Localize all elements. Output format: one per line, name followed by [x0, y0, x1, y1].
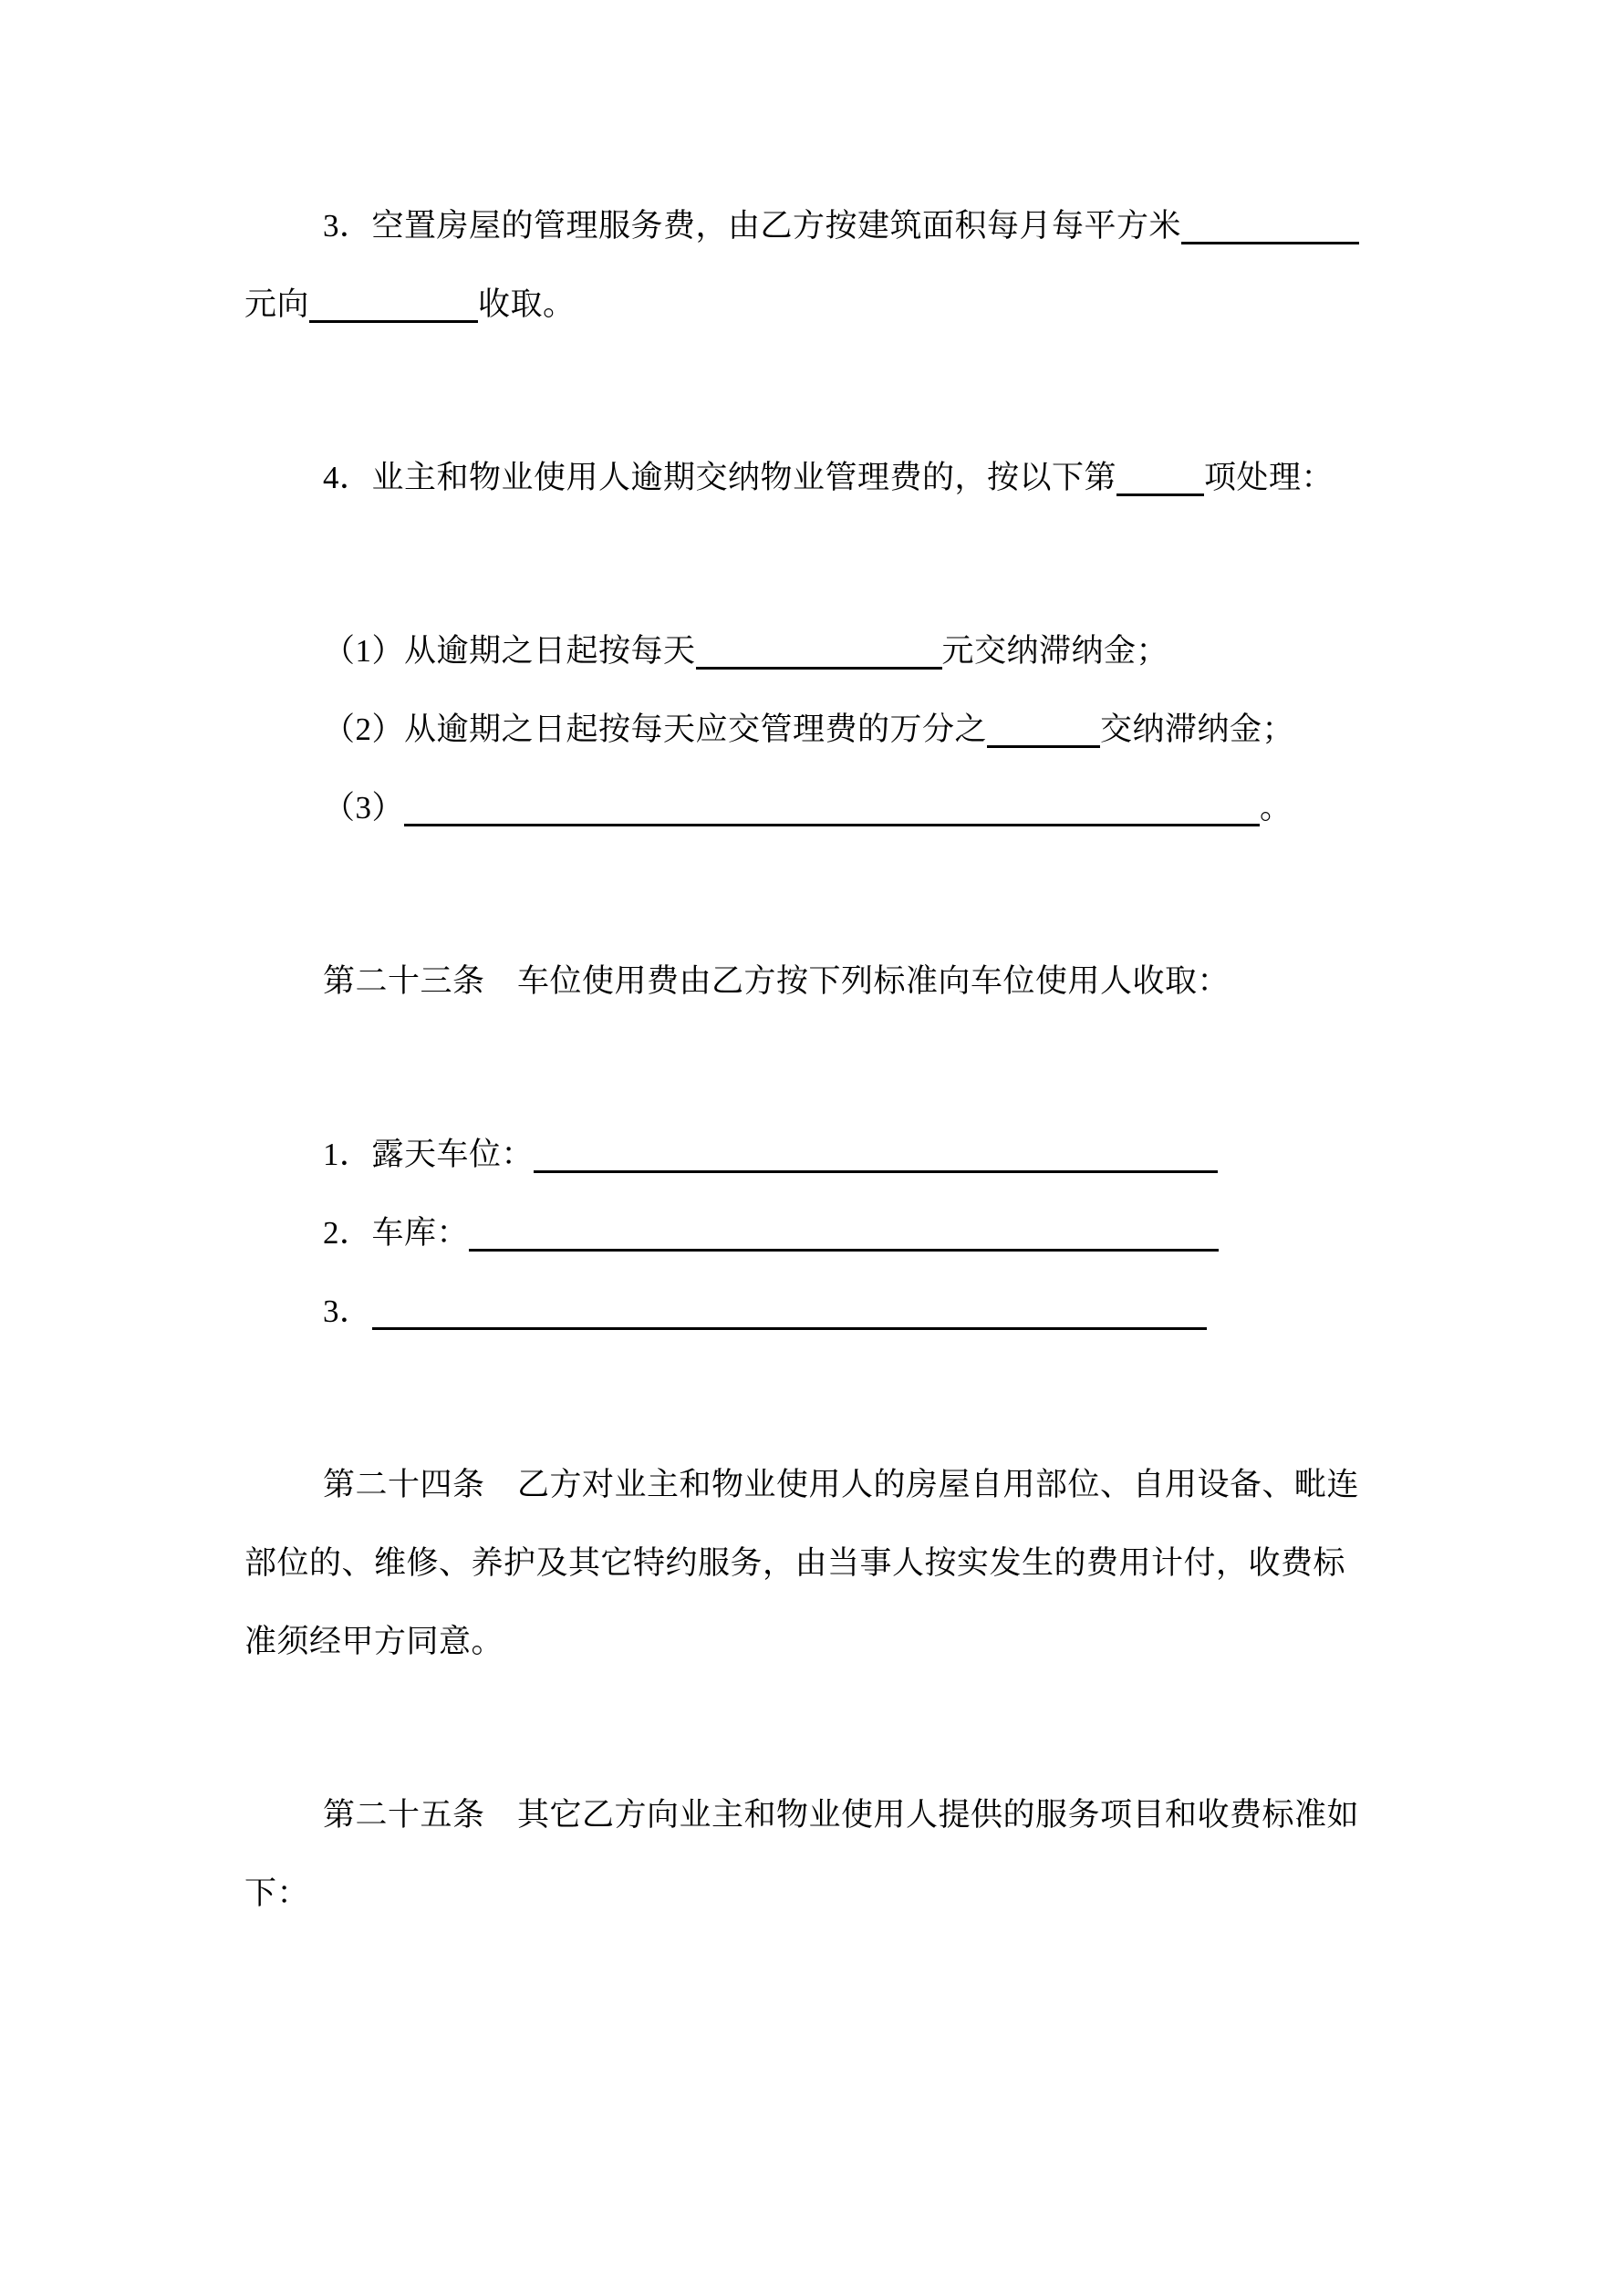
- item-4-option-2: [244, 691, 1376, 769]
- text-run: 4．业主和物业使用人逾期交纳物业管理费的，按以下第: [323, 460, 1117, 495]
- text-run: 2．车库：: [323, 1215, 470, 1251]
- fill-in-blank: [309, 289, 478, 323]
- fill-in-blank: [372, 1296, 1207, 1330]
- text-run: 准须经甲方同意。: [244, 1624, 504, 1659]
- text-run: 。: [1260, 790, 1293, 826]
- text-run: 第二十三条 车位使用费由乙方按下列标准向车位使用人收取：: [323, 963, 1231, 999]
- fill-in-blank: [987, 714, 1100, 748]
- text-run: （1）从逾期之日起按每天: [323, 633, 696, 669]
- item-4-option-1: [244, 612, 1376, 691]
- item-4-option-3: [244, 769, 1376, 847]
- fill-in-blank: [469, 1218, 1219, 1252]
- text-run: 元向: [244, 286, 310, 322]
- article-23-item-2-garage: [244, 1194, 1376, 1273]
- text-run: 下：: [244, 1875, 310, 1911]
- article-23-heading: [244, 942, 1376, 1021]
- fill-in-blank: [534, 1139, 1218, 1173]
- text-run: 项处理：: [1204, 460, 1334, 495]
- article-23-item-3-other: [244, 1273, 1376, 1351]
- item-4-overdue-payment-intro: [244, 439, 1376, 517]
- text-run: 收取。: [478, 286, 576, 322]
- text-run: 3．空置房屋的管理服务费，由乙方按建筑面积每月每平方米: [323, 208, 1182, 244]
- fill-in-blank: [404, 793, 1260, 826]
- article-24-line-3: [244, 1603, 1376, 1681]
- document-body: [244, 187, 1376, 1933]
- text-run: 第二十四条 乙方对业主和物业使用人的房屋自用部位、自用设备、毗连: [323, 1467, 1360, 1502]
- text-run: 3．: [323, 1293, 372, 1329]
- text-run: 1．露天车位：: [323, 1137, 535, 1172]
- item-3-vacant-housing-fee-line-2: [244, 265, 1376, 344]
- text-run: （2）从逾期之日起按每天应交管理费的万分之: [323, 712, 988, 747]
- text-run: 交纳滞纳金；: [1100, 712, 1295, 747]
- article-24-line-1: [244, 1446, 1376, 1524]
- text-run: 元交纳滞纳金；: [941, 633, 1169, 669]
- item-3-vacant-housing-fee-line-1: [244, 187, 1376, 265]
- fill-in-blank: [1181, 211, 1359, 244]
- text-run: 部位的、维修、养护及其它特约服务，由当事人按实发生的费用计付，收费标: [244, 1545, 1346, 1581]
- fill-in-blank: [696, 636, 942, 670]
- fill-in-blank: [1116, 462, 1204, 496]
- article-25-line-1: [244, 1776, 1376, 1854]
- article-24-line-2: [244, 1524, 1376, 1603]
- text-run: 第二十五条 其它乙方向业主和物业使用人提供的服务项目和收费标准如: [323, 1797, 1360, 1833]
- text-run: （3）: [323, 790, 405, 826]
- article-25-line-2: [244, 1854, 1376, 1933]
- article-23-item-1-open-air-parking: [244, 1116, 1376, 1194]
